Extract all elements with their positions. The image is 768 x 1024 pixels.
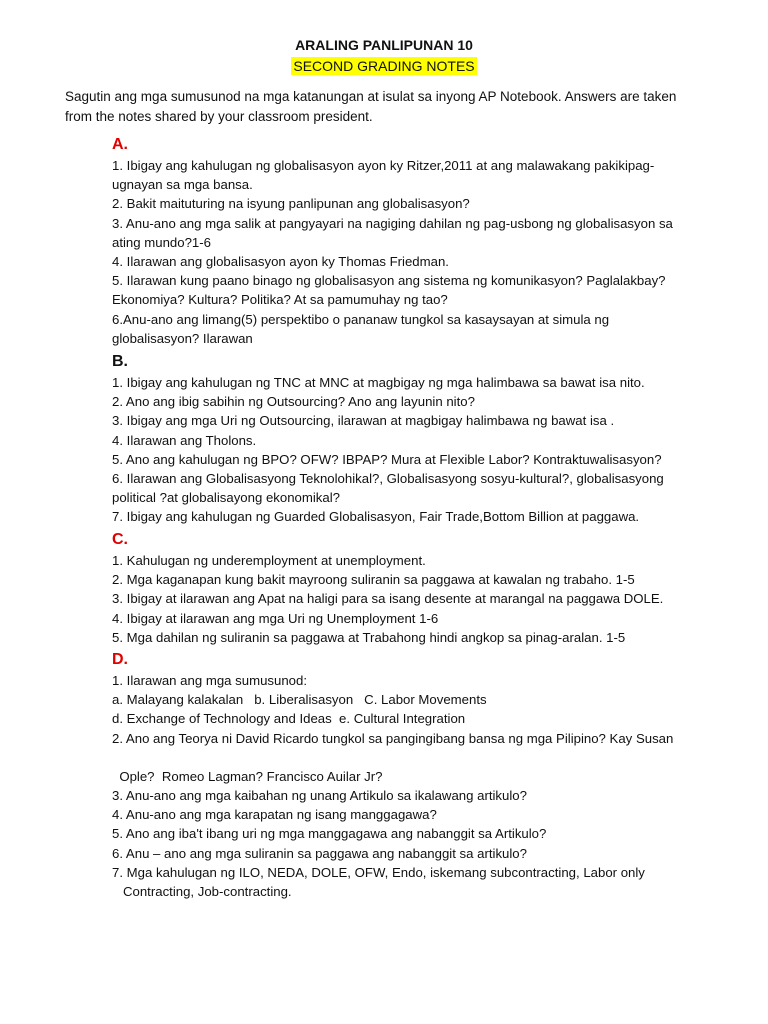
instructions-line: from the notes shared by your classroom president.	[65, 108, 373, 124]
question-line: 1. Kahulugan ng underemployment at unemployment.	[112, 553, 426, 568]
instructions-line: Sagutin ang mga sumusunod na mga katanungan at isulat sa inyong AP Notebook. Answers are taken	[65, 89, 677, 104]
section-b-lines	[112, 373, 712, 527]
section-b-heading: B.	[112, 353, 128, 370]
section-d-lines	[112, 671, 712, 901]
instructions-paragraph	[65, 87, 715, 126]
question-line: 6. Anu – ano ang mga suliranin sa paggawa ang nabanggit sa artikulo?	[112, 845, 527, 861]
question-line: ugnayan sa mga bansa.	[112, 177, 253, 193]
question-line: globalisasyon? Ilarawan	[112, 330, 253, 346]
question-line: a. Malayang kalakalan b. Liberalisasyon C. Labor Movements	[112, 692, 487, 708]
question-line: 3. Anu-ano ang mga salik at pangyayari na nagiging dahilan ng pag-usbong ng globalisasyon sa	[112, 215, 673, 231]
question-line: 1. Ilarawan ang mga sumusunod:	[112, 673, 307, 688]
section-b	[112, 351, 712, 527]
question-line: 7. Mga kahulugan ng ILO, NEDA, DOLE, OFW, Endo, iskemang subcontracting, Labor only	[112, 864, 645, 880]
question-line: 4. Anu-ano ang mga karapatan ng isang manggagawa?	[112, 807, 437, 823]
question-line: Ople? Romeo Lagman? Francisco Auilar Jr?	[112, 768, 383, 784]
question-line: 2. Bakit maituturing na isyung panlipunan ang globalisasyon?	[112, 196, 470, 212]
question-line: 5. Ano ang iba't ibang uri ng mga manggagawa ang nabanggit sa Artikulo?	[112, 826, 547, 842]
question-line: 2. Ano ang ibig sabihin ng Outsourcing? Ano ang layunin nito?	[112, 394, 475, 410]
section-d	[112, 649, 712, 901]
section-a	[112, 134, 712, 348]
question-line: Contracting, Job-contracting.	[112, 884, 292, 900]
section-d-heading: D.	[112, 651, 128, 668]
section-c	[112, 529, 712, 647]
blank-line-gap	[112, 748, 712, 767]
question-line: Ekonomiya? Kultura? Politika? At sa pamumuhay ng tao?	[112, 292, 448, 308]
subtitle-container	[0, 57, 768, 76]
question-line: 5. Mga dahilan ng suliranin sa paggawa at Trabahong hindi angkop sa pinag-aralan. 1-5	[112, 629, 626, 645]
question-line: 5. Ano ang kahulugan ng BPO? OFW? IBPAP? Mura at Flexible Labor? Kontraktuwalisasyon?	[112, 451, 662, 467]
question-line: 1. Ibigay ang kahulugan ng TNC at MNC at magbigay ng mga halimbawa sa bawat isa nito.	[112, 375, 645, 390]
question-line: 3. Ibigay ang mga Uri ng Outsourcing, ilarawan at magbigay halimbawa ng bawat isa .	[112, 413, 615, 429]
question-line: 2. Ano ang Teorya ni David Ricardo tungkol sa pangingibang bansa ng mga Pilipino? Kay Susan	[112, 730, 674, 746]
question-line: 6. Ilarawan ang Globalisasyong Teknolohikal?, Globalisasyong sosyu-kultural?, globalisasyong	[112, 471, 664, 487]
question-line: 4. Ilarawan ang globalisasyon ayon ky Thomas Friedman.	[112, 254, 449, 270]
question-line: 4. Ilarawan ang Tholons.	[112, 432, 257, 448]
question-line: 2. Mga kaganapan kung bakit mayroong suliranin sa paggawa at kawalan ng trabaho. 1-5	[112, 572, 635, 588]
question-line: political ?at globalisayong ekonomikal?	[112, 490, 340, 506]
question-line: 5. Ilarawan kung paano binago ng globalisasyon ang sistema ng komunikasyon? Paglalakbay?	[112, 273, 666, 289]
question-line: 1. Ibigay ang kahulugan ng globalisasyon ayon ky Ritzer,2011 at ang malawakang pakikipag-	[112, 158, 655, 173]
question-line: 3. Anu-ano ang mga kaibahan ng unang Artikulo sa ikalawang artikulo?	[112, 788, 527, 804]
section-a-lines	[112, 156, 712, 348]
question-line: 7. Ibigay ang kahulugan ng Guarded Globalisasyon, Fair Trade,Bottom Billion at paggawa.	[112, 509, 640, 525]
question-line: d. Exchange of Technology and Ideas e. Cultural Integration	[112, 711, 466, 727]
page-subtitle-highlighted: SECOND GRADING NOTES	[293, 58, 475, 74]
question-line: 6.Anu-ano ang limang(5) perspektibo o pananaw tungkol sa kasaysayan at simula ng	[112, 311, 610, 327]
page-title: ARALING PANLIPUNAN 10	[295, 37, 473, 53]
section-c-lines	[112, 551, 712, 647]
question-line: 3. Ibigay at ilarawan ang Apat na haligi para sa isang desente at marangal na paggawa DOLE.	[112, 591, 664, 607]
question-line: 4. Ibigay at ilarawan ang mga Uri ng Unemployment 1-6	[112, 610, 439, 626]
question-line: ating mundo?1-6	[112, 234, 211, 250]
section-c-heading: C.	[112, 531, 128, 548]
section-a-heading: A.	[112, 136, 128, 153]
